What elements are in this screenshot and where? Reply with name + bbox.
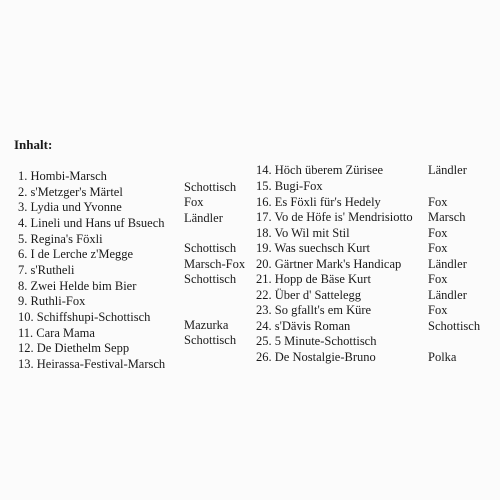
right-genre: Fox [428,272,448,286]
right-genre: Fox [428,303,448,317]
right-genre: Ländler [428,257,467,271]
right-genre: Ländler [428,288,467,302]
right-genre: Fox [428,241,448,255]
right-genre: Fox [428,226,448,240]
left-title: 13. Heirassa-Festival-Marsch [18,357,166,371]
right-title: 17. Vo de Höfe is' Mendrisiotto [256,210,413,224]
left-genre: Schottisch [184,241,237,255]
right-title: 15. Bugi-Fox [256,179,323,193]
left-title: 3. Lydia und Yvonne [18,200,122,214]
left-title: 8. Zwei Helde bim Bier [18,279,137,293]
left-title: 2. s'Metzger's Märtel [18,185,123,199]
right-title: 16. Es Föxli für's Hedely [256,195,381,209]
left-title: 12. De Diethelm Sepp [18,341,130,355]
right-genre: Marsch [428,210,466,224]
right-title: 24. s'Dävis Roman [256,319,351,333]
left-genre: Ländler [184,211,223,225]
right-genre: Ländler [428,163,467,177]
left-title: 10. Schiffshupi-Schottisch [18,310,151,324]
left-genre: Mazurka [184,318,229,332]
right-title: 22. Über d' Sattelegg [256,288,362,302]
left-title: 4. Lineli und Hans uf Bsuech [18,216,165,230]
left-title: 5. Regina's Föxli [18,232,103,246]
left-genre: Fox [184,195,204,209]
left-title: 1. Hombi-Marsch [18,169,107,183]
right-title: 20. Gärtner Mark's Handicap [256,257,402,271]
right-genre: Polka [428,350,457,364]
right-title: 21. Hopp de Bäse Kurt [256,272,371,286]
left-title: 7. s'Rutheli [18,263,75,277]
left-genre: Schottisch [184,272,237,286]
right-title: 18. Vo Wil mit Stil [256,226,350,240]
left-title: 11. Cara Mama [18,326,95,340]
right-title: 25. 5 Minute-Schottisch [256,334,377,348]
right-title: 19. Was suechsch Kurt [256,241,371,255]
left-genre: Schottisch [184,180,237,194]
right-title: 26. De Nostalgie-Bruno [256,350,376,364]
right-title: 23. So gfallt's em Küre [256,303,372,317]
left-title: 6. I de Lerche z'Megge [18,247,134,261]
right-title: 14. Höch überem Zürisee [256,163,384,177]
left-title: 9. Ruthli-Fox [18,294,86,308]
right-genre: Fox [428,195,448,209]
contents-heading: Inhalt: [14,137,53,152]
left-genre: Marsch-Fox [184,257,246,271]
left-genre: Schottisch [184,333,237,347]
right-genre: Schottisch [428,319,481,333]
